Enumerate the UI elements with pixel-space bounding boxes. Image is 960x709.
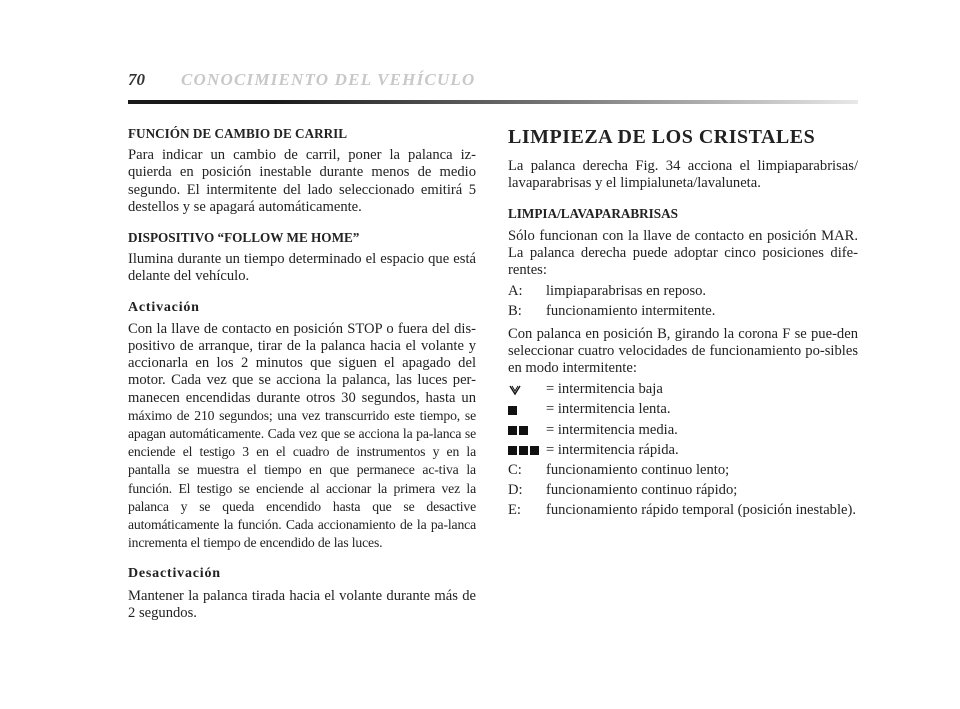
lane-change-heading: FUNCIÓN DE CAMBIO DE CARRIL <box>128 126 348 141</box>
speed-medium: = intermitencia media. <box>508 422 858 439</box>
page-header <box>128 70 858 110</box>
ring-text: Con palanca en posición B, girando la corona F se pue-den seleccionar cuatro velocidades de funcionamiento po-sibles en modo intermitente: <box>508 325 858 377</box>
three-squares-icon <box>508 442 546 459</box>
wiper-heading: LIMPIA/LAVAPARABRISAS <box>508 206 679 222</box>
deactivation-text: Mantener la palanca tirada hacia el volante durante más de 2 segundos. <box>128 587 476 621</box>
activation-text-a: Con la llave de contacto en posición STOP o fuera del dis-positivo de arranque, tirar de la palanca hacia el volante y accionarla en los 2 minutos que siguen el apagado del motor. Cada vez que se acciona la palanca, las luces per-manecen encendidas durante otros 30 segundos, hasta un <box>128 320 476 406</box>
two-squares-icon <box>508 422 546 439</box>
section-title: LIMPIEZA DE LOS CRISTALES <box>508 126 816 148</box>
follow-me-heading: DISPOSITIVO “FOLLOW ME HOME” <box>128 230 360 246</box>
activation-text-b: máximo de 210 segundos; una vez transcurrido este tiempo, se apagan automáticamente. Cada vez que se acciona la pa-lanca se enciende el testigo 3 en el cuadro de instrumentos y en la pantalla se muestra el tiempo en que permanece ac-tiva la función. El testigo se enciende al accionar la primera vez la palanca y se queda encendido hasta que se desactive automáticamente la función. Cada accionamiento de la pa-lanca incrementa el tiempo de encendido de las luces. <box>128 407 476 551</box>
left-column <box>128 125 476 635</box>
speed-fast: = intermitencia rápida. <box>508 442 858 459</box>
activation-heading: Activación <box>128 299 200 315</box>
page-number: 70 <box>128 70 145 89</box>
intro-text: La palanca derecha Fig. 34 acciona el limpiaparabrisas/ lavaparabrisas y el limpialuneta/lavaluneta. <box>508 158 858 192</box>
position-c: C: funcionamiento continuo lento; <box>508 462 730 479</box>
speed-slow: = intermitencia lenta. <box>508 401 858 418</box>
activation-text <box>128 321 476 553</box>
position-e: E: funcionamiento rápido temporal (posición inestable). <box>508 502 857 519</box>
position-a: A: limpiaparabrisas en reposo. <box>508 283 707 300</box>
wiper-text: Sólo funcionan con la llave de contacto en posición MAR. La palanca derecha puede adoptar cinco posiciones dife-rentes: <box>508 227 858 279</box>
position-d: D: funcionamiento continuo rápido; <box>508 482 738 499</box>
deactivation-heading: Desactivación <box>128 566 221 582</box>
position-b: B: funcionamiento intermitente. <box>508 303 716 320</box>
right-column <box>508 125 858 523</box>
running-title: CONOCIMIENTO DEL VEHÍCULO <box>181 70 476 89</box>
one-square-icon <box>508 401 546 418</box>
header-rule <box>128 100 858 104</box>
lane-change-text: Para indicar un cambio de carril, poner la palanca iz-quierda en posición inestable durante menos de medio segundo. El intermitente del lado seleccionado emitirá 5 destellos y se apagará automáticamente. <box>128 147 476 215</box>
follow-me-text: Ilumina durante un tiempo determinado el espacio que está delante del vehículo. <box>128 251 476 285</box>
speed-low: = intermitencia baja <box>508 381 858 398</box>
intermittent-low-icon <box>508 381 546 398</box>
